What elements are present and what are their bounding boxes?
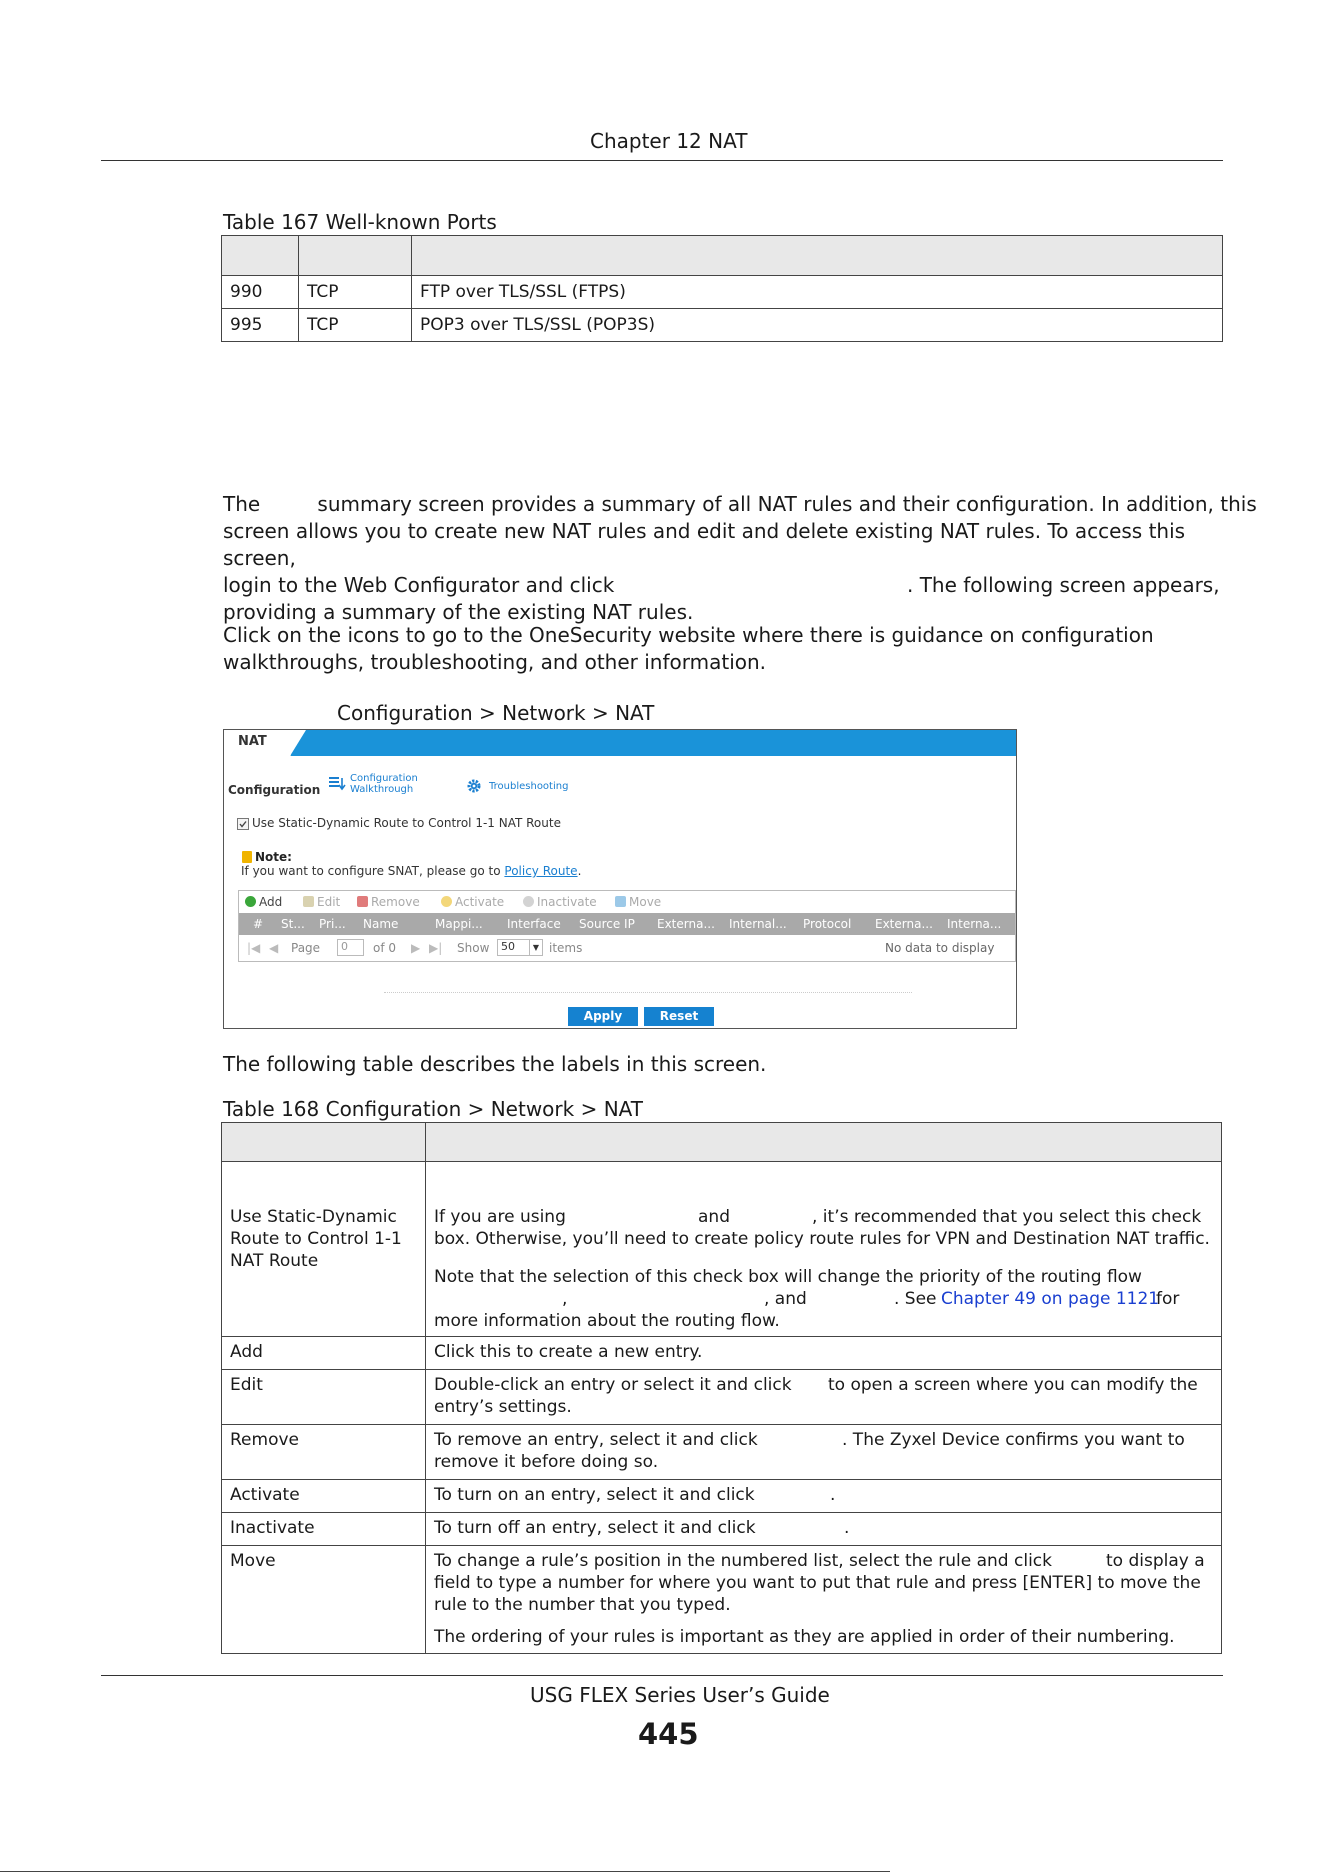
label-cell: Add xyxy=(222,1337,426,1370)
remove-button[interactable] xyxy=(357,895,420,909)
footer-guide-title: USG FLEX Series User’s Guide xyxy=(530,1683,830,1707)
activate-button[interactable] xyxy=(441,895,504,909)
text-fragment: , it’s recommended that you select this check xyxy=(812,1207,1202,1227)
text-line: more information about the routing flow. xyxy=(434,1311,780,1331)
link-line: Walkthrough xyxy=(350,784,414,795)
nat-rule-grid xyxy=(238,890,1016,962)
text-line: Route to Control 1-1 xyxy=(230,1229,402,1249)
text-fragment: To turn off an entry, select it and click xyxy=(434,1518,756,1538)
table-167 xyxy=(221,235,1223,342)
note-text-body: If you want to configure SNAT, please go to xyxy=(241,864,505,878)
text-line: remove it before doing so. xyxy=(434,1452,659,1472)
text-fragment: If you are using xyxy=(434,1207,566,1227)
text-line: entry’s settings. xyxy=(434,1397,572,1417)
section-title: Configuration xyxy=(228,783,321,797)
table-row xyxy=(222,1480,1222,1513)
items-label: items xyxy=(549,941,583,955)
table-row xyxy=(222,1162,1222,1337)
label-cell: Remove xyxy=(222,1425,426,1480)
table-row xyxy=(222,309,1223,342)
text-line: NAT Route xyxy=(230,1251,319,1271)
grid-pager xyxy=(239,937,1015,959)
table-cell xyxy=(299,236,412,276)
add-icon xyxy=(245,896,256,907)
intro-paragraph-1 xyxy=(223,491,1257,626)
policy-route-link[interactable]: Policy Route xyxy=(504,864,578,878)
note-text xyxy=(241,864,581,878)
text-fragment: . The Zyxel Device confirms you want to xyxy=(842,1430,1185,1450)
label-cell xyxy=(222,1162,426,1337)
nat-screenshot xyxy=(223,729,1017,1029)
text-line xyxy=(223,572,1233,599)
description-cell xyxy=(426,1370,1222,1425)
bulb-on-icon xyxy=(441,896,452,907)
last-page-icon[interactable]: ▶| xyxy=(429,941,443,955)
divider xyxy=(384,992,912,993)
text-line: Note that the selection of this check box will change the priority of the routing flow xyxy=(434,1267,1142,1287)
column-header[interactable]: Internal... xyxy=(729,917,787,931)
protocol-cell: TCP xyxy=(299,276,412,309)
text-fragment: . xyxy=(830,1485,836,1505)
troubleshooting-link[interactable]: Troubleshooting xyxy=(489,781,569,792)
move-icon xyxy=(615,896,626,907)
table-167-caption: Table 167 Well-known Ports xyxy=(223,210,497,234)
text-fragment: to display a xyxy=(1106,1551,1205,1571)
page-size-select[interactable] xyxy=(497,939,543,956)
description-cell: Click this to create a new entry. xyxy=(426,1337,1222,1370)
figure-caption: Configuration > Network > NAT xyxy=(337,701,655,725)
table-row xyxy=(222,276,1223,309)
text-fragment: and xyxy=(698,1207,730,1227)
column-header[interactable]: Protocol xyxy=(803,917,852,931)
edit-button[interactable] xyxy=(303,895,340,909)
walkthrough-icon[interactable] xyxy=(328,774,346,792)
protocol-cell: TCP xyxy=(299,309,412,342)
first-page-icon[interactable]: |◀ xyxy=(247,941,261,955)
column-header[interactable]: Interface xyxy=(507,917,561,931)
text-fragment: login to the Web Configurator and click xyxy=(223,573,615,597)
button-label: Remove xyxy=(371,895,420,909)
text-line: providing a summary of the existing NAT rules. xyxy=(223,600,694,624)
show-label: Show xyxy=(457,941,490,955)
note-title: Note: xyxy=(255,850,292,864)
tab-label: NAT xyxy=(238,734,267,749)
edit-icon xyxy=(303,896,314,907)
text-line: box. Otherwise, you’ll need to create policy route rules for VPN and Destination NAT traffic. xyxy=(434,1229,1210,1249)
text-line: walkthroughs, troubleshooting, and other information. xyxy=(223,650,767,674)
table-row xyxy=(222,1337,1222,1370)
inactivate-button[interactable] xyxy=(523,895,597,909)
table-168-caption: Table 168 Configuration > Network > NAT xyxy=(223,1097,643,1121)
column-header[interactable]: # xyxy=(253,917,264,931)
column-header[interactable]: Externa... xyxy=(657,917,715,931)
apply-button[interactable]: Apply xyxy=(568,1007,638,1026)
text-line: screen allows you to create new NAT rules and edit and delete existing NAT rules. To access this screen, xyxy=(223,519,1186,570)
column-header[interactable]: Pri... xyxy=(319,917,346,931)
button-label: Add xyxy=(259,895,283,909)
next-page-icon[interactable]: ▶ xyxy=(411,941,421,955)
table-168 xyxy=(221,1122,1222,1654)
service-cell: POP3 over TLS/SSL (POP3S) xyxy=(412,309,1223,342)
column-header[interactable]: Source IP xyxy=(579,917,635,931)
text-line: field to type a number for where you want to put that rule and press [ENTER] to move the xyxy=(434,1573,1201,1593)
table-168-header-row xyxy=(222,1123,1222,1162)
checkbox-label: Use Static-Dynamic Route to Control 1-1 NAT Route xyxy=(252,816,561,830)
note-icon xyxy=(242,851,252,863)
label-cell: Inactivate xyxy=(222,1513,426,1546)
gear-icon[interactable] xyxy=(466,778,482,794)
link-line: Configuration xyxy=(350,773,418,784)
description-cell xyxy=(426,1425,1222,1480)
text-fragment: To remove an entry, select it and click xyxy=(434,1430,758,1450)
static-dynamic-checkbox[interactable] xyxy=(237,818,249,830)
column-header[interactable]: St... xyxy=(281,917,305,931)
page-count: of 0 xyxy=(373,941,397,955)
description-cell xyxy=(426,1513,1222,1546)
chapter-header: Chapter 12 NAT xyxy=(590,129,748,153)
text-fragment: . The following screen appears, xyxy=(907,573,1220,597)
port-cell: 990 xyxy=(222,276,299,309)
column-header[interactable]: Name xyxy=(363,917,399,931)
text-fragment: . xyxy=(844,1518,850,1538)
walkthrough-link[interactable] xyxy=(350,773,418,795)
chevron-down-icon: ▼ xyxy=(529,940,542,955)
description-cell xyxy=(426,1480,1222,1513)
button-label: Activate xyxy=(455,895,505,909)
page-size-value: 50 xyxy=(501,940,515,953)
column-header[interactable]: Interna... xyxy=(947,917,1002,931)
header-rule xyxy=(101,160,1223,161)
title-bar xyxy=(224,730,1016,756)
button-label: Edit xyxy=(317,895,341,909)
port-cell: 995 xyxy=(222,309,299,342)
text-fragment: for xyxy=(1156,1289,1180,1309)
page-label: Page xyxy=(291,941,321,955)
description-cell xyxy=(426,1162,1222,1337)
tab-nat[interactable] xyxy=(224,730,291,756)
text-fragment: , and xyxy=(764,1289,807,1309)
table-cell xyxy=(426,1123,1222,1162)
table-row xyxy=(222,1370,1222,1425)
text-fragment: to open a screen where you can modify the xyxy=(828,1375,1198,1395)
description-cell xyxy=(426,1546,1222,1654)
column-header[interactable]: Externa... xyxy=(875,917,933,931)
text-line: rule to the number that you typed. xyxy=(434,1595,731,1615)
reset-button[interactable]: Reset xyxy=(644,1007,714,1026)
text-line: Use Static-Dynamic xyxy=(230,1207,397,1227)
grid-header xyxy=(239,913,1015,935)
text-fragment: To turn on an entry, select it and click xyxy=(434,1485,755,1505)
no-data-text: No data to display xyxy=(885,941,995,955)
bulb-off-icon xyxy=(523,896,534,907)
column-header[interactable]: Mappi... xyxy=(435,917,483,931)
table-row xyxy=(222,1546,1222,1654)
service-cell: FTP over TLS/SSL (FTPS) xyxy=(412,276,1223,309)
table-row xyxy=(222,1513,1222,1546)
table-row xyxy=(222,1425,1222,1480)
text-fragment: Double-click an entry or select it and click xyxy=(434,1375,792,1395)
text-fragment: To change a rule’s position in the numbered list, select the rule and click xyxy=(434,1551,1052,1571)
add-button[interactable] xyxy=(245,895,282,909)
grid-toolbar xyxy=(239,891,1015,913)
button-label: Move xyxy=(629,895,662,909)
prev-page-icon[interactable]: ◀ xyxy=(269,941,279,955)
label-cell: Move xyxy=(222,1546,426,1654)
text-fragment: . See xyxy=(894,1289,937,1309)
table-167-header-row xyxy=(222,236,1223,276)
table-cell xyxy=(222,1123,426,1162)
text-line: Click on the icons to go to the OneSecurity website where there is guidance on configuration xyxy=(223,623,1154,647)
table-cell xyxy=(222,236,299,276)
page-number: 445 xyxy=(638,1717,699,1751)
intro-paragraph-2 xyxy=(223,622,1233,676)
trash-icon xyxy=(357,896,368,907)
move-button[interactable] xyxy=(615,895,661,909)
button-label: Inactivate xyxy=(537,895,597,909)
label-cell: Edit xyxy=(222,1370,426,1425)
table-cell xyxy=(412,236,1223,276)
page-number-input[interactable]: 0 xyxy=(337,939,364,956)
label-cell: Activate xyxy=(222,1480,426,1513)
tab-slant xyxy=(290,730,306,756)
footer-rule xyxy=(101,1675,1223,1676)
note-text-end: . xyxy=(577,864,582,878)
chapter-49-link[interactable]: Chapter 49 on page 1121 xyxy=(941,1289,1160,1309)
text-fragment: , xyxy=(562,1289,568,1309)
text-line: The summary screen provides a summary of all NAT rules and their configuration. In addition, this xyxy=(223,492,1257,516)
text-line: The ordering of your rules is important as they are applied in order of their numbering. xyxy=(434,1627,1175,1647)
table-intro: The following table describes the labels in this screen. xyxy=(223,1052,767,1076)
